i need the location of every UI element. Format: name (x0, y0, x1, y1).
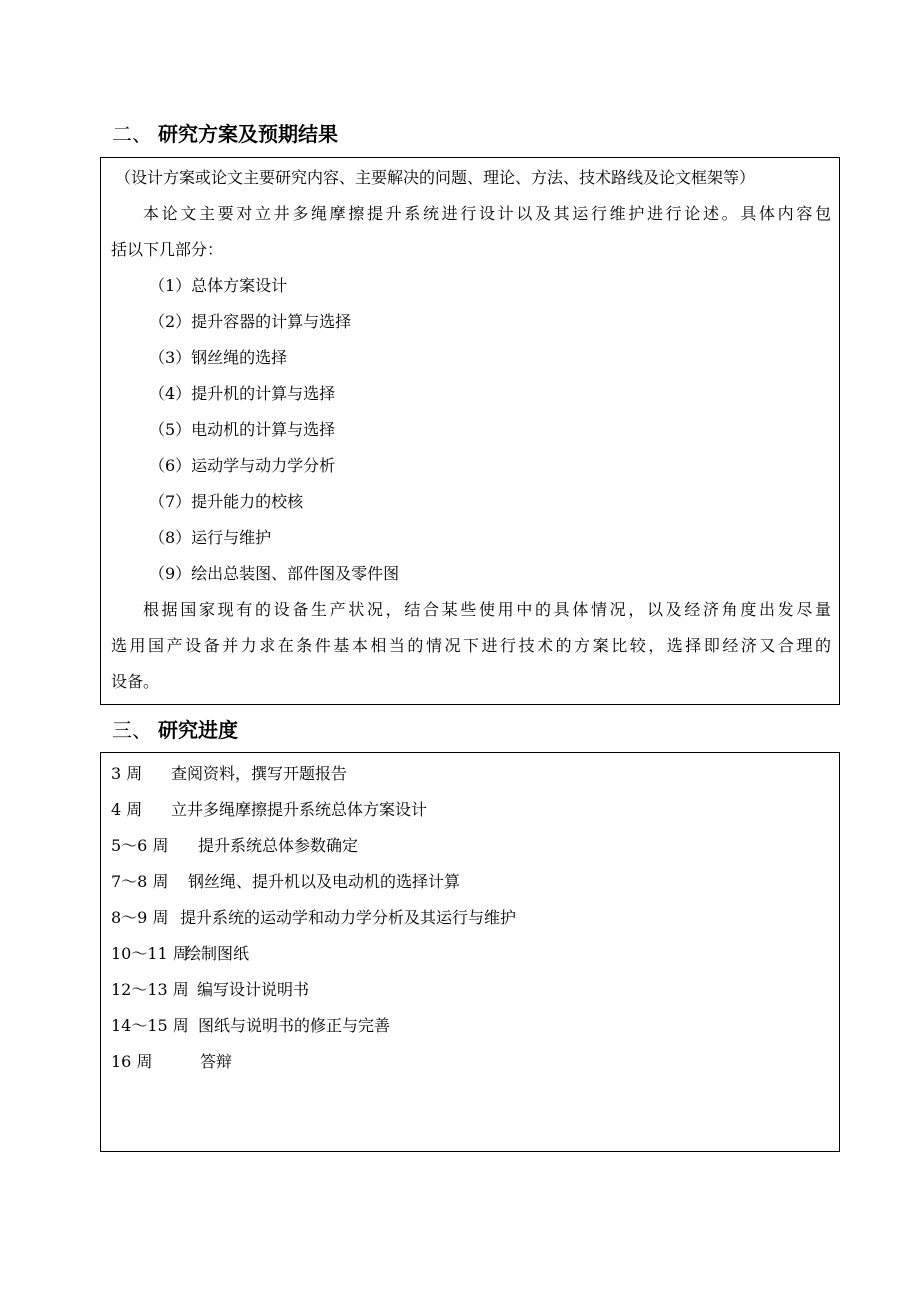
schedule-week: 8～9 周 (111, 908, 169, 927)
schedule-task: 查阅资料，撰写开题报告 (171, 764, 348, 783)
schedule-week: 10～11 周 (111, 944, 189, 963)
schedule-task: 图纸与说明书的修正与完善 (198, 1016, 391, 1035)
plan-item: （8）运行与维护 (149, 528, 272, 547)
schedule-week: 5～6 周 (111, 836, 169, 855)
section-2-heading (112, 120, 338, 148)
schedule-week: 16 周 (111, 1052, 153, 1071)
plan-item: （4）提升机的计算与选择 (149, 384, 336, 403)
closing-line-2: 选用国产设备并力求在条件基本相当的情况下进行技术的方案比较，选择即经济又合理的 (111, 636, 831, 655)
schedule-week: 4 周 (111, 800, 143, 819)
section-2-title: 研究方案及预期结果 (158, 122, 338, 146)
schedule-task: 编写设计说明书 (197, 980, 310, 999)
intro-line-1: 本论文主要对立井多绳摩擦提升系统进行设计以及其运行维护进行论述。具体内容包 (143, 204, 831, 223)
plan-item: （9）绘出总装图、部件图及零件图 (149, 564, 400, 583)
plan-item: （7）提升能力的校核 (149, 492, 304, 511)
section-2-number: 二、 (112, 122, 152, 146)
plan-item: （6）运动学与动力学分析 (149, 456, 336, 475)
plan-item: （3）钢丝绳的选择 (149, 348, 288, 367)
section-3-number: 三、 (112, 718, 152, 742)
schedule-week: 14～15 周 (111, 1016, 189, 1035)
plan-item: （5）电动机的计算与选择 (149, 420, 336, 439)
schedule-week: 12～13 周 (111, 980, 189, 999)
closing-line-1: 根据国家现有的设备生产状况，结合某些使用中的具体情况，以及经济角度出发尽量 (143, 600, 831, 619)
research-plan-box (100, 157, 840, 705)
schedule-task: 提升系统总体参数确定 (198, 836, 359, 855)
intro-line-2: 括以下几部分： (111, 240, 224, 259)
schedule-week: 7～8 周 (111, 872, 169, 891)
schedule-task: 提升系统的运动学和动力学分析及其运行与维护 (180, 908, 517, 927)
schedule-task: 答辩 (200, 1052, 233, 1071)
closing-line-3: 设备。 (111, 672, 160, 691)
schedule-task: 立井多绳摩擦提升系统总体方案设计 (171, 800, 428, 819)
schedule-task: 绘制图纸 (185, 944, 250, 963)
schedule-task: 钢丝绳、提升机以及电动机的选择计算 (188, 872, 461, 891)
plan-item: （2）提升容器的计算与选择 (149, 312, 352, 331)
schedule-week: 3 周 (111, 764, 143, 783)
research-schedule-box (100, 752, 840, 1152)
section-3-title: 研究进度 (158, 718, 238, 742)
plan-note: （设计方案或论文主要研究内容、主要解决的问题、理论、方法、技术路线及论文框架等） (115, 168, 756, 187)
plan-item: （1）总体方案设计 (149, 276, 288, 295)
section-3-heading (112, 716, 238, 744)
